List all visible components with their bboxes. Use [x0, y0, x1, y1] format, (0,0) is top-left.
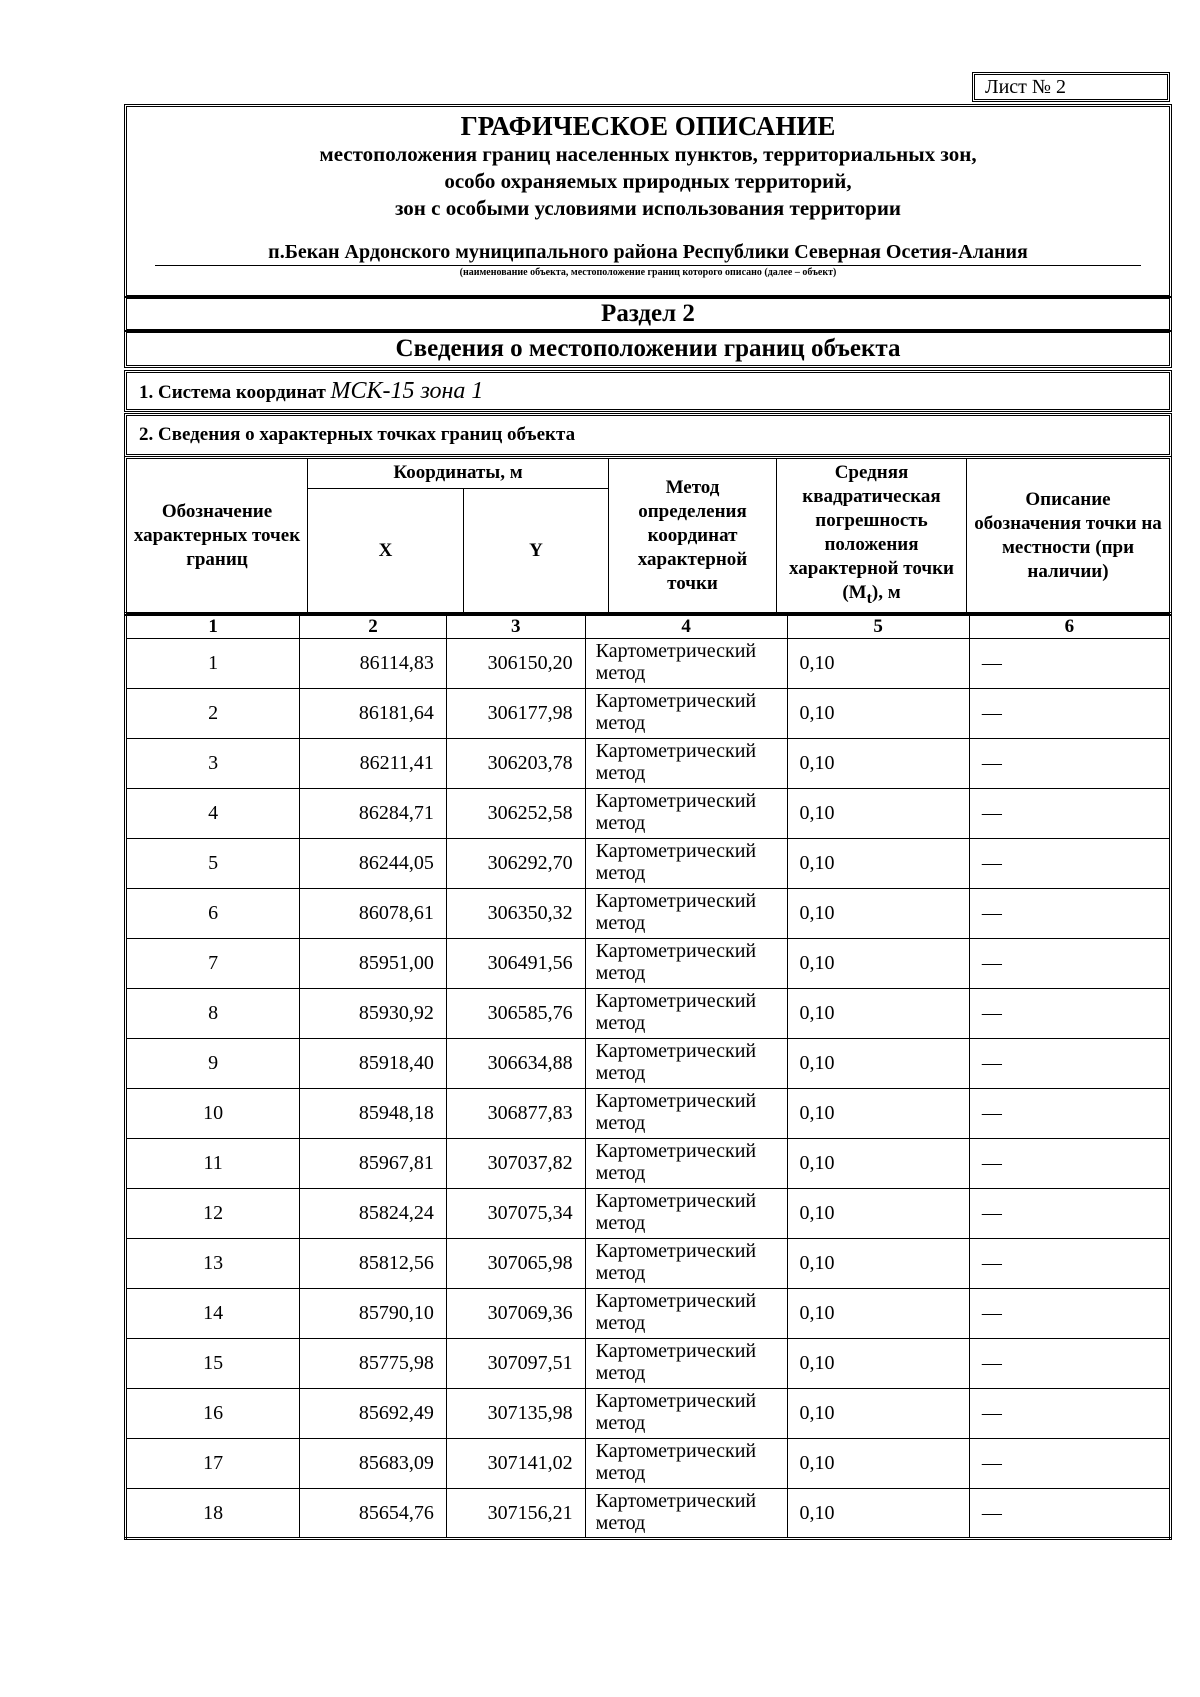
point-y: 306585,76: [446, 989, 585, 1039]
table-row: [126, 1139, 1171, 1189]
point-y: 307156,21: [446, 1489, 585, 1539]
section-heading: Сведения о местоположении границ объекта: [124, 330, 1172, 368]
point-x: 85951,00: [300, 939, 447, 989]
point-description: —: [969, 1189, 1170, 1239]
point-id: 7: [126, 939, 300, 989]
point-method: Картометрический метод: [585, 1239, 787, 1289]
point-error: 0,10: [787, 1339, 969, 1389]
point-id: 3: [126, 739, 300, 789]
point-method: Картометрический метод: [585, 789, 787, 839]
point-description: —: [969, 639, 1170, 689]
point-method: Картометрический метод: [585, 939, 787, 989]
object-name: п.Бекан Ардонского муниципального района Республики Северная Осетия-Алания: [155, 241, 1141, 266]
point-description: —: [969, 939, 1170, 989]
point-method: Картометрический метод: [585, 839, 787, 889]
point-id: 8: [126, 989, 300, 1039]
point-x: 86244,05: [300, 839, 447, 889]
point-description: —: [969, 1339, 1170, 1389]
point-method: Картометрический метод: [585, 739, 787, 789]
point-error: 0,10: [787, 739, 969, 789]
point-y: 307097,51: [446, 1339, 585, 1389]
point-error: 0,10: [787, 1439, 969, 1489]
point-x: 86181,64: [300, 689, 447, 739]
point-x: 85775,98: [300, 1339, 447, 1389]
table-row: [126, 1439, 1171, 1489]
point-method: Картометрический метод: [585, 1039, 787, 1089]
point-method: Картометрический метод: [585, 1189, 787, 1239]
point-id: 13: [126, 1239, 300, 1289]
header-description: Описание обозначения точки на местности (при наличии): [974, 489, 1162, 582]
table-row: [126, 1039, 1171, 1089]
point-y: 307075,34: [446, 1189, 585, 1239]
point-y: 306177,98: [446, 689, 585, 739]
table-row: [126, 989, 1171, 1039]
point-y: 306252,58: [446, 789, 585, 839]
point-x: 85918,40: [300, 1039, 447, 1089]
point-error: 0,10: [787, 989, 969, 1039]
point-method: Картометрический метод: [585, 1139, 787, 1189]
point-method: Картометрический метод: [585, 1489, 787, 1539]
table-row: [126, 1189, 1171, 1239]
point-x: 85654,76: [300, 1489, 447, 1539]
point-y: 306634,88: [446, 1039, 585, 1089]
point-method: Картометрический метод: [585, 1439, 787, 1489]
point-description: —: [969, 989, 1170, 1039]
point-error: 0,10: [787, 639, 969, 689]
point-description: —: [969, 1239, 1170, 1289]
title-line-1: местоположения границ населенных пунктов, территориальных зон,: [319, 142, 977, 166]
coordinate-system: [124, 370, 1172, 412]
point-error: 0,10: [787, 689, 969, 739]
point-description: —: [969, 1039, 1170, 1089]
table-row: [126, 1339, 1171, 1389]
table-header: [124, 456, 1172, 616]
point-id: 6: [126, 889, 300, 939]
title-line-3: зон с особыми условиями использования территории: [394, 196, 902, 220]
point-x: 85683,09: [300, 1439, 447, 1489]
point-y: 306877,83: [446, 1089, 585, 1139]
point-id: 10: [126, 1089, 300, 1139]
point-x: 86211,41: [300, 739, 447, 789]
point-y: 307135,98: [446, 1389, 585, 1439]
table-row: [126, 739, 1171, 789]
point-description: —: [969, 1439, 1170, 1489]
point-y: 307141,02: [446, 1439, 585, 1489]
table-row: [126, 1289, 1171, 1339]
point-error: 0,10: [787, 1289, 969, 1339]
header-error: Средняя квадратическая погрешность положения характерной точки $(M_t)$, м: [777, 459, 967, 613]
point-error: 0,10: [787, 1139, 969, 1189]
point-description: —: [969, 789, 1170, 839]
table-row: [126, 889, 1171, 939]
point-error: 0,10: [787, 889, 969, 939]
point-id: 5: [126, 839, 300, 889]
point-y: 306150,20: [446, 639, 585, 689]
point-method: Картометрический метод: [585, 1089, 787, 1139]
point-method: Картометрический метод: [585, 1389, 787, 1439]
table-row: [126, 1489, 1171, 1539]
section-label: Раздел 2: [124, 296, 1172, 332]
point-x: 85824,24: [300, 1189, 447, 1239]
table-row: [126, 1089, 1171, 1139]
header-point-label: Обозначение характерных точек границ: [127, 459, 308, 613]
point-id: 12: [126, 1189, 300, 1239]
document-title: ГРАФИЧЕСКОЕ ОПИСАНИЕ: [460, 111, 836, 141]
point-error: 0,10: [787, 1239, 969, 1289]
point-x: 85930,92: [300, 989, 447, 1039]
point-description: —: [969, 1289, 1170, 1339]
point-description: —: [969, 1139, 1170, 1189]
header-x: X: [308, 489, 464, 613]
point-id: 18: [126, 1489, 300, 1539]
coordinate-system-value: МСК-15 зона 1: [330, 378, 484, 404]
point-description: —: [969, 839, 1170, 889]
point-id: 2: [126, 689, 300, 739]
point-id: 16: [126, 1389, 300, 1439]
point-y: 306292,70: [446, 839, 585, 889]
table-row: [126, 639, 1171, 689]
header-coordinates: Координаты, м: [308, 459, 609, 489]
table-row: [126, 1389, 1171, 1439]
point-id: 14: [126, 1289, 300, 1339]
point-description: —: [969, 889, 1170, 939]
point-id: 11: [126, 1139, 300, 1189]
point-error: 0,10: [787, 1039, 969, 1089]
point-id: 9: [126, 1039, 300, 1089]
title-block: [124, 104, 1172, 298]
title-line-2: особо охраняемых природных территорий,: [444, 169, 852, 193]
coordinate-system-label: 1. Система координат: [139, 382, 326, 403]
point-id: 4: [126, 789, 300, 839]
header-method: Метод определения координат характерной точки: [609, 459, 777, 613]
point-x: 85948,18: [300, 1089, 447, 1139]
point-x: 86078,61: [300, 889, 447, 939]
point-description: —: [969, 689, 1170, 739]
point-id: 17: [126, 1439, 300, 1489]
point-method: Картометрический метод: [585, 689, 787, 739]
point-x: 85967,81: [300, 1139, 447, 1189]
point-error: 0,10: [787, 789, 969, 839]
point-description: —: [969, 739, 1170, 789]
point-y: 306350,32: [446, 889, 585, 939]
table-row: [126, 939, 1171, 989]
point-method: Картометрический метод: [585, 1339, 787, 1389]
point-description: —: [969, 1089, 1170, 1139]
point-error: 0,10: [787, 1489, 969, 1539]
point-y: 307065,98: [446, 1239, 585, 1289]
point-method: Картометрический метод: [585, 1289, 787, 1339]
points-heading: 2. Сведения о характерных точках границ объекта: [124, 413, 1172, 457]
point-y: 307037,82: [446, 1139, 585, 1189]
table-row: [126, 789, 1171, 839]
point-error: 0,10: [787, 839, 969, 889]
table-row: [126, 839, 1171, 889]
point-error: 0,10: [787, 939, 969, 989]
point-id: 15: [126, 1339, 300, 1389]
column-numbers-row: 1 2 3 4 5 6: [126, 614, 1171, 639]
point-method: Картометрический метод: [585, 639, 787, 689]
point-x: 85790,10: [300, 1289, 447, 1339]
point-x: 86114,83: [300, 639, 447, 689]
point-x: 85692,49: [300, 1389, 447, 1439]
point-id: 1: [126, 639, 300, 689]
point-description: —: [969, 1389, 1170, 1439]
object-caption: (наименование объекта, местоположение границ которого описано (далее – объект): [459, 267, 837, 278]
table-row: [126, 1239, 1171, 1289]
point-x: 85812,56: [300, 1239, 447, 1289]
point-y: 307069,36: [446, 1289, 585, 1339]
point-error: 0,10: [787, 1089, 969, 1139]
point-method: Картометрический метод: [585, 889, 787, 939]
point-description: —: [969, 1489, 1170, 1539]
point-y: 306203,78: [446, 739, 585, 789]
point-method: Картометрический метод: [585, 989, 787, 1039]
point-error: 0,10: [787, 1189, 969, 1239]
point-error: 0,10: [787, 1389, 969, 1439]
point-x: 86284,71: [300, 789, 447, 839]
points-table: [124, 612, 1172, 1540]
sheet-number: Лист № 2: [972, 72, 1170, 102]
header-y: Y: [464, 489, 609, 613]
point-y: 306491,56: [446, 939, 585, 989]
table-row: [126, 689, 1171, 739]
